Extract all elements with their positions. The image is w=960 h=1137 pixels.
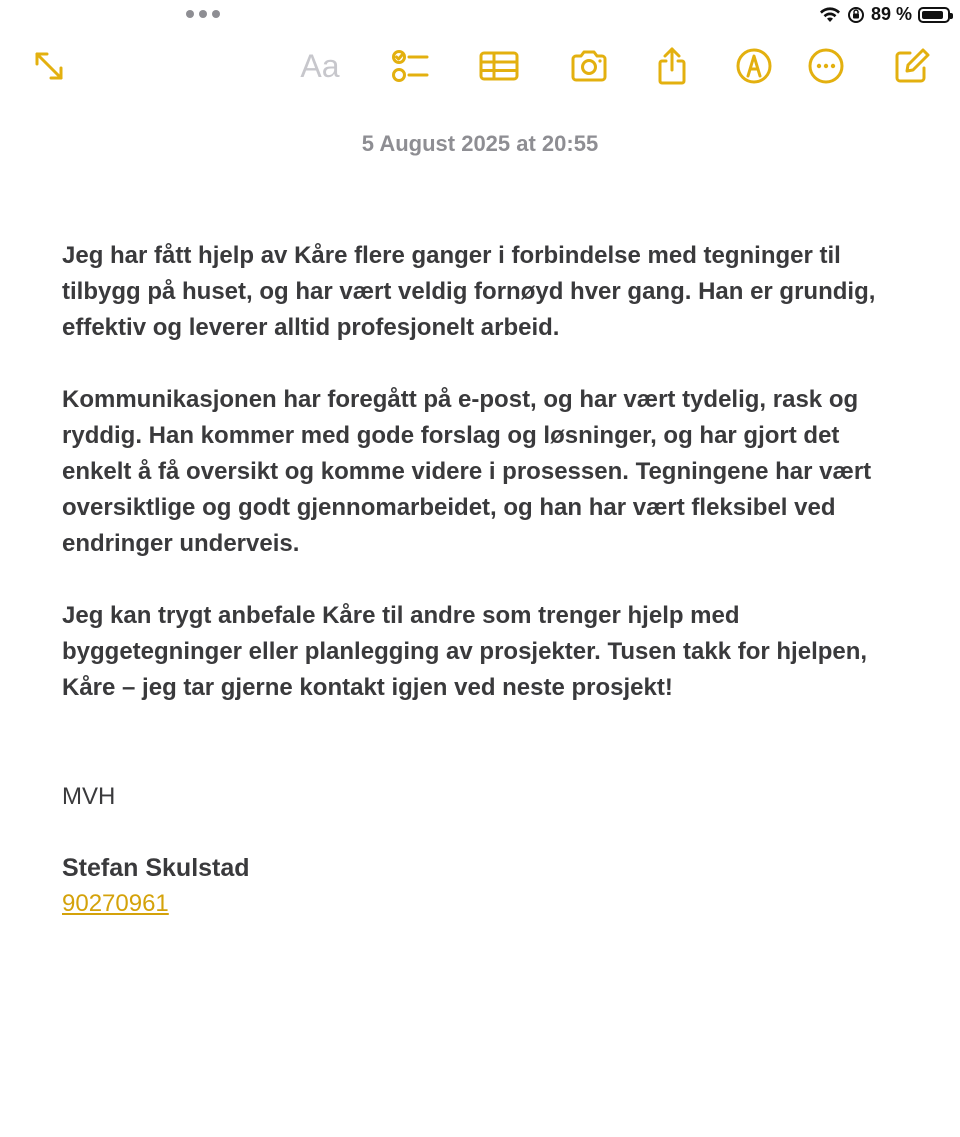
share-button[interactable] bbox=[650, 44, 694, 88]
battery-icon bbox=[918, 7, 950, 23]
checklist-button[interactable] bbox=[388, 44, 432, 88]
table-button[interactable] bbox=[477, 44, 521, 88]
format-label: Aa bbox=[300, 47, 340, 84]
expand-arrows-icon bbox=[29, 46, 69, 86]
signature-name: Stefan Skulstad bbox=[62, 854, 250, 882]
more-options-button[interactable] bbox=[804, 44, 848, 88]
camera-icon bbox=[569, 46, 609, 86]
wifi-icon bbox=[819, 6, 841, 24]
markup-pen-icon bbox=[734, 46, 774, 86]
more-ellipsis-icon bbox=[806, 46, 846, 86]
status-indicators bbox=[819, 4, 950, 25]
table-icon bbox=[479, 46, 519, 86]
compose-icon bbox=[891, 46, 931, 86]
note-paragraph: Kommunikasjonen har foregått på e-post, og har vært tydelig, rask og ryddig. Han kommer med gode forslag og løsninger, og har gjort det enkelt å få oversikt og komme videre i prosessen. Tegningene har vært oversiktlige og godt gjennomarbeidet, og han har vært fleksibel ved endringer underveis. bbox=[62, 386, 872, 557]
orientation-lock-icon bbox=[847, 6, 865, 24]
status-bar bbox=[0, 0, 960, 30]
markup-button[interactable] bbox=[732, 44, 776, 88]
battery-percent: 89 % bbox=[870, 4, 912, 24]
multitasking-dots-icon[interactable] bbox=[186, 10, 220, 18]
battery-fill bbox=[922, 11, 943, 19]
collapse-expand-button[interactable] bbox=[27, 44, 71, 88]
checklist-icon bbox=[390, 46, 430, 86]
note-date: 5 August 2025 at 20:55 bbox=[361, 131, 599, 156]
camera-button[interactable] bbox=[567, 44, 611, 88]
format-button[interactable] bbox=[298, 44, 342, 88]
note-body[interactable] bbox=[62, 238, 912, 742]
note-paragraph: Jeg har fått hjelp av Kåre flere ganger i forbindelse med tegninger til tilbygg på huset, og har vært veldig fornøyd hver gang. Han er grundig, effektiv og leverer alltid profesjonelt arbeid. bbox=[62, 242, 876, 341]
share-icon bbox=[652, 46, 692, 86]
note-paragraph: Jeg kan trygt anbefale Kåre til andre som trenger hjelp med byggetegninger eller planlegging av prosjekter. Tusen takk for hjelpen, Kåre – jeg tar gjerne kontakt igjen ved neste prosjekt! bbox=[62, 602, 868, 701]
note-toolbar bbox=[0, 44, 960, 92]
new-note-button[interactable] bbox=[889, 44, 933, 88]
phone-number-link[interactable]: 90270961 bbox=[62, 890, 169, 917]
note-closing: MVH bbox=[62, 783, 116, 810]
